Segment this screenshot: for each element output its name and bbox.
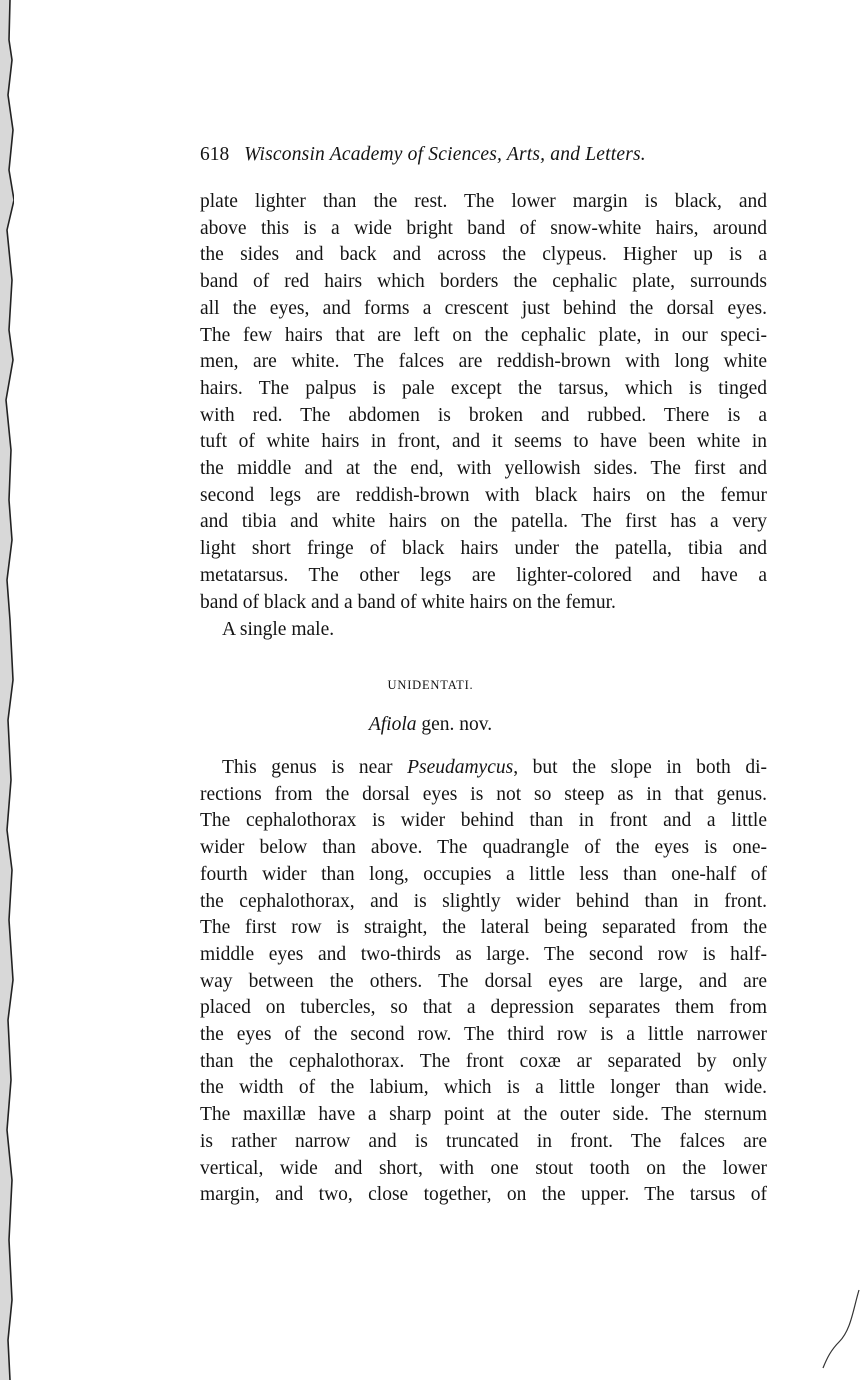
text-line: band of red hairs which borders the cephalic plate, surrounds (200, 271, 767, 293)
text-line: than the cephalothorax. The front coxæ ar separated by only (200, 1050, 767, 1072)
running-title: Wisconsin Academy of Sciences, Arts, and Letters. (244, 144, 646, 165)
page-number: 618 (200, 144, 230, 165)
paragraph-1 (200, 189, 767, 616)
text-line: band of black and a band of white hairs on the femur. (200, 591, 616, 613)
text-line: men, are white. The falces are reddish-brown with long white (200, 351, 767, 373)
text-line: The first row is straight, the lateral being separated from the (200, 917, 767, 939)
genus-name: Afiola (368, 714, 417, 735)
text-line: the width of the labium, which is a little longer than wide. (200, 1077, 767, 1099)
text-line: and tibia and white hairs on the patella. The first has a very (200, 511, 767, 533)
text-line: The maxillæ have a sharp point at the outer side. The sternum (200, 1104, 767, 1126)
text-line: light short fringe of black hairs under the patella, tibia and (200, 538, 767, 560)
paragraph-2 (200, 755, 767, 1209)
text-line: second legs are reddish-brown with black hairs on the femur (200, 484, 767, 506)
text-line: tuft of white hairs in front, and it seems to have been white in (200, 431, 767, 453)
text-run: , but the slope in both di- (513, 757, 767, 778)
section-heading: UNIDENTATI. (387, 678, 474, 692)
text-line: placed on tubercles, so that a depression separates them from (200, 997, 767, 1019)
text-line: The cephalothorax is wider behind than in front and a little (200, 810, 767, 832)
text-line: vertical, wide and short, with one stout tooth on the lower (200, 1157, 767, 1179)
text-line: all the eyes, and forms a crescent just behind the dorsal eyes. (200, 297, 767, 319)
text-line (200, 755, 767, 782)
text-line: middle eyes and two-thirds as large. The second row is half- (200, 943, 767, 965)
genus-suffix: gen. nov. (421, 714, 493, 735)
text-line: the cephalothorax, and is slightly wider behind than in front. (200, 890, 767, 912)
text-line: plate lighter than the rest. The lower margin is black, and (200, 191, 767, 212)
text-line: the middle and at the end, with yellowish sides. The first and (200, 458, 767, 480)
genus-heading (0, 714, 861, 736)
text-line: above this is a wide bright band of snow-white hairs, around (200, 217, 767, 239)
text-line: is rather narrow and is truncated in front. The falces are (200, 1130, 767, 1152)
text-line: metatarsus. The other legs are lighter-colored and have a (200, 564, 767, 586)
text-line: the sides and back and across the clypeus. Higher up is a (200, 244, 767, 266)
text-line: with red. The abdomen is broken and rubbed. There is a (200, 404, 767, 426)
text-run: This genus is near (222, 757, 408, 778)
text-line: wider below than above. The quadrangle of the eyes is one- (200, 837, 767, 859)
text-line: rections from the dorsal eyes is not so steep as in that genus. (200, 783, 767, 805)
running-header (200, 144, 770, 166)
text-line: the eyes of the second row. The third row is a little narrower (200, 1024, 767, 1046)
text-line: The few hairs that are left on the cephalic plate, in our speci- (200, 324, 767, 346)
text-line: hairs. The palpus is pale except the tarsus, which is tinged (200, 377, 767, 399)
taxon-name: Pseudamycus (407, 757, 514, 778)
text-line: margin, and two, close together, on the upper. The tarsus of (200, 1184, 767, 1206)
text-line: way between the others. The dorsal eyes are large, and are (200, 970, 767, 992)
corner-pencil-mark (801, 1280, 861, 1380)
text-line: fourth wider than long, occupies a little less than one-half of (200, 863, 767, 885)
closing-note: A single male. (222, 619, 335, 640)
